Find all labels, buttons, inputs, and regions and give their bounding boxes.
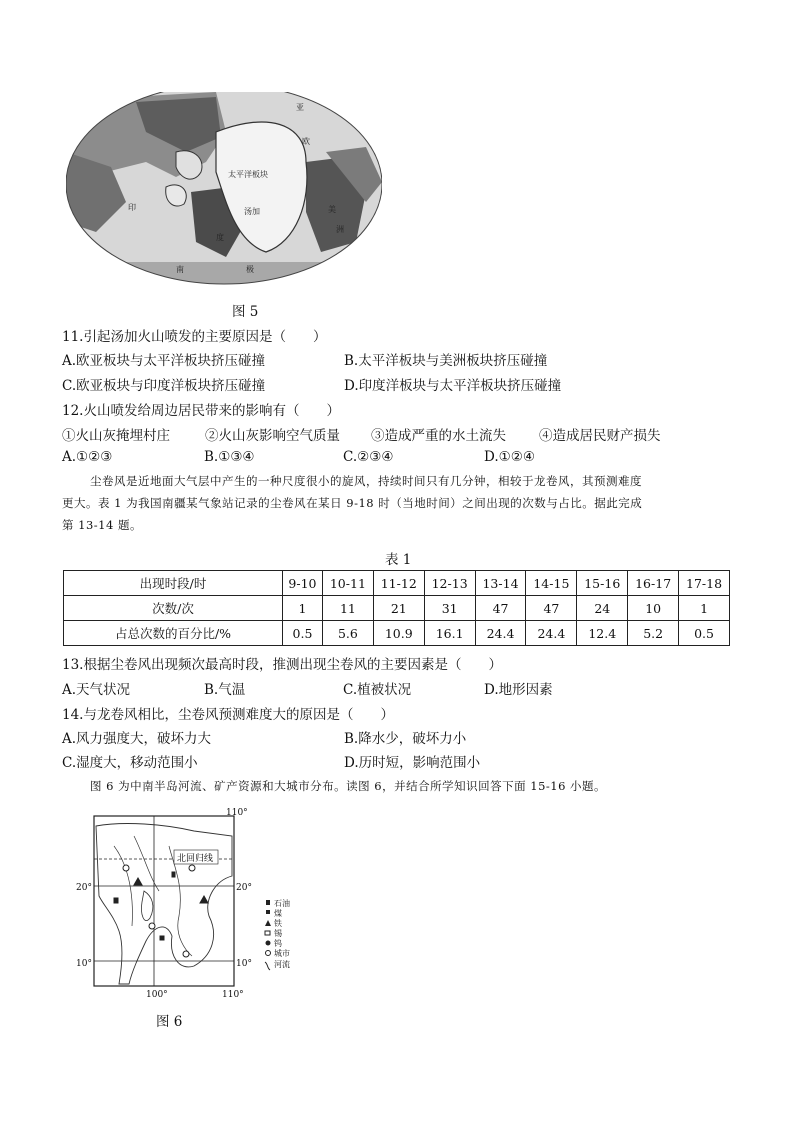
legend-oil: 石油 bbox=[274, 899, 290, 908]
table1-caption: 表 1 bbox=[385, 552, 412, 568]
figure5-caption: 图 5 bbox=[232, 304, 259, 320]
q12-option-d[interactable]: D.①②④ bbox=[484, 449, 535, 465]
q12-option-b[interactable]: B.①③④ bbox=[204, 449, 255, 465]
table-cell: 10.9 bbox=[373, 621, 424, 646]
table-cell: 5.6 bbox=[322, 621, 373, 646]
table-row-label: 次数/次 bbox=[64, 596, 283, 621]
q13-option-d[interactable]: D.地形因素 bbox=[484, 682, 553, 698]
q14-stem: 14.与龙卷风相比，尘卷风预测难度大的原因是（ ） bbox=[62, 707, 394, 723]
q12-item-2: ②火山灰影响空气质量 bbox=[205, 428, 340, 444]
q14-option-a[interactable]: A.风力强度大，破坏力大 bbox=[62, 731, 212, 747]
q12-item-1: ①火山灰掩埋村庄 bbox=[62, 428, 170, 444]
figure6-map bbox=[74, 806, 304, 1002]
legend-tungsten-icon bbox=[266, 941, 271, 946]
legend-tin: 锡 bbox=[274, 929, 282, 938]
legend-city-icon bbox=[266, 951, 271, 956]
lat-label-left-20: 20° bbox=[76, 883, 92, 893]
legend-oil-icon bbox=[266, 900, 270, 905]
passage-line-2: 更大。表 1 为我国南疆某气象站记录的尘卷风在某日 9-18 时（当地时间）之间出现的次数与占比。据此完成 bbox=[62, 496, 643, 510]
table-row bbox=[64, 596, 730, 621]
table-cell: 10 bbox=[628, 596, 679, 621]
lon-label-bottom-100: 100° bbox=[146, 990, 168, 1000]
map-label-pacific: 太平洋板块 bbox=[228, 170, 268, 179]
map-label: 亚 bbox=[296, 103, 304, 112]
map-label: 欧 bbox=[302, 137, 310, 146]
table-cell: 10-11 bbox=[322, 571, 373, 596]
table-cell: 11 bbox=[322, 596, 373, 621]
lat-label-right-10: 10° bbox=[236, 959, 252, 969]
passage-line-1: 尘卷风是近地面大气层中产生的一种尺度很小的旋风，持续时间只有几分钟，相较于龙卷风，其预测难度 bbox=[90, 474, 642, 488]
legend-river-icon bbox=[265, 962, 270, 970]
legend-coal-icon bbox=[266, 910, 270, 914]
table-row bbox=[64, 571, 730, 596]
q13-stem: 13.根据尘卷风出现频次最高时段，推测出现尘卷风的主要因素是（ ） bbox=[62, 657, 502, 673]
map-label: 洲 bbox=[336, 225, 344, 234]
table-cell: 9-10 bbox=[283, 571, 323, 596]
legend-tin-icon bbox=[265, 931, 270, 935]
q12-item-4: ④造成居民财产损失 bbox=[539, 428, 661, 444]
lon-label-bottom-110: 110° bbox=[222, 990, 244, 1000]
q14-option-b[interactable]: B.降水少，破坏力小 bbox=[344, 731, 467, 747]
q12-option-a[interactable]: A.①②③ bbox=[62, 449, 113, 465]
q11-option-d[interactable]: D.印度洋板块与太平洋板块挤压碰撞 bbox=[344, 378, 562, 394]
q13-option-b[interactable]: B.气温 bbox=[204, 682, 246, 698]
table-cell: 24.4 bbox=[475, 621, 526, 646]
q13-option-c[interactable]: C.植被状况 bbox=[343, 682, 412, 698]
table-cell: 31 bbox=[424, 596, 475, 621]
table-cell: 1 bbox=[283, 596, 323, 621]
table-cell: 12-13 bbox=[424, 571, 475, 596]
tropic-label: 北回归线 bbox=[177, 854, 214, 864]
table-cell: 11-12 bbox=[373, 571, 424, 596]
table-cell: 15-16 bbox=[577, 571, 628, 596]
lat-label-left-10: 10° bbox=[76, 959, 92, 969]
passage-line-3: 第 13-14 题。 bbox=[62, 518, 142, 532]
table-cell: 0.5 bbox=[679, 621, 730, 646]
legend-tungsten: 钨 bbox=[274, 939, 282, 948]
q11-stem: 11.引起汤加火山喷发的主要原因是（ ） bbox=[62, 329, 327, 345]
table-cell: 14-15 bbox=[526, 571, 577, 596]
table-row bbox=[64, 621, 730, 646]
legend-iron: 铁 bbox=[274, 919, 282, 928]
table-cell: 17-18 bbox=[679, 571, 730, 596]
table-cell: 0.5 bbox=[283, 621, 323, 646]
legend-coal: 煤 bbox=[274, 909, 282, 918]
lon-label-top-right: 110° bbox=[226, 808, 248, 818]
table-cell: 24 bbox=[577, 596, 628, 621]
q14-option-d[interactable]: D.历时短，影响范围小 bbox=[344, 755, 481, 771]
table-cell: 24.4 bbox=[526, 621, 577, 646]
map-label: 南 bbox=[176, 265, 184, 274]
table-row-label: 占总次数的百分比/% bbox=[64, 621, 283, 646]
legend-city: 城市 bbox=[274, 949, 290, 958]
map-label: 度 bbox=[216, 233, 224, 242]
map-label: 极 bbox=[246, 265, 254, 274]
q14-option-c[interactable]: C.湿度大，移动范围小 bbox=[62, 755, 198, 771]
table-cell: 16.1 bbox=[424, 621, 475, 646]
table-cell: 12.4 bbox=[577, 621, 628, 646]
figure6-caption: 图 6 bbox=[156, 1014, 183, 1030]
q11-option-a[interactable]: A.欧亚板块与太平洋板块挤压碰撞 bbox=[62, 353, 266, 369]
intro-15-16: 图 6 为中南半岛河流、矿产资源和大城市分布。读图 6，并结合所学知识回答下面 15-16 小题。 bbox=[90, 779, 607, 793]
legend-river: 河流 bbox=[274, 960, 290, 969]
q11-option-c[interactable]: C.欧亚板块与印度洋板块挤压碰撞 bbox=[62, 378, 266, 394]
table-cell: 47 bbox=[475, 596, 526, 621]
table-cell: 1 bbox=[679, 596, 730, 621]
legend-iron-icon bbox=[265, 920, 271, 926]
passage bbox=[62, 470, 742, 536]
table-cell: 47 bbox=[526, 596, 577, 621]
table-cell: 16-17 bbox=[628, 571, 679, 596]
lat-label-right-20: 20° bbox=[236, 883, 252, 893]
table-header-label: 出现时段/时 bbox=[64, 571, 283, 596]
q11-option-b[interactable]: B.太平洋板块与美洲板块挤压碰撞 bbox=[344, 353, 548, 369]
q12-item-3: ③造成严重的水土流失 bbox=[371, 428, 506, 444]
figure5-map bbox=[66, 92, 382, 288]
q12-stem: 12.火山喷发给周边居民带来的影响有（ ） bbox=[62, 403, 340, 419]
map-label: 印 bbox=[128, 203, 136, 212]
q12-option-c[interactable]: C.②③④ bbox=[343, 449, 394, 465]
table-cell: 21 bbox=[373, 596, 424, 621]
table-cell: 13-14 bbox=[475, 571, 526, 596]
table1 bbox=[63, 570, 730, 646]
map-label-tonga: 汤加 bbox=[244, 207, 260, 216]
table-cell: 5.2 bbox=[628, 621, 679, 646]
q13-option-a[interactable]: A.天气状况 bbox=[62, 682, 131, 698]
map-label: 美 bbox=[328, 205, 336, 214]
